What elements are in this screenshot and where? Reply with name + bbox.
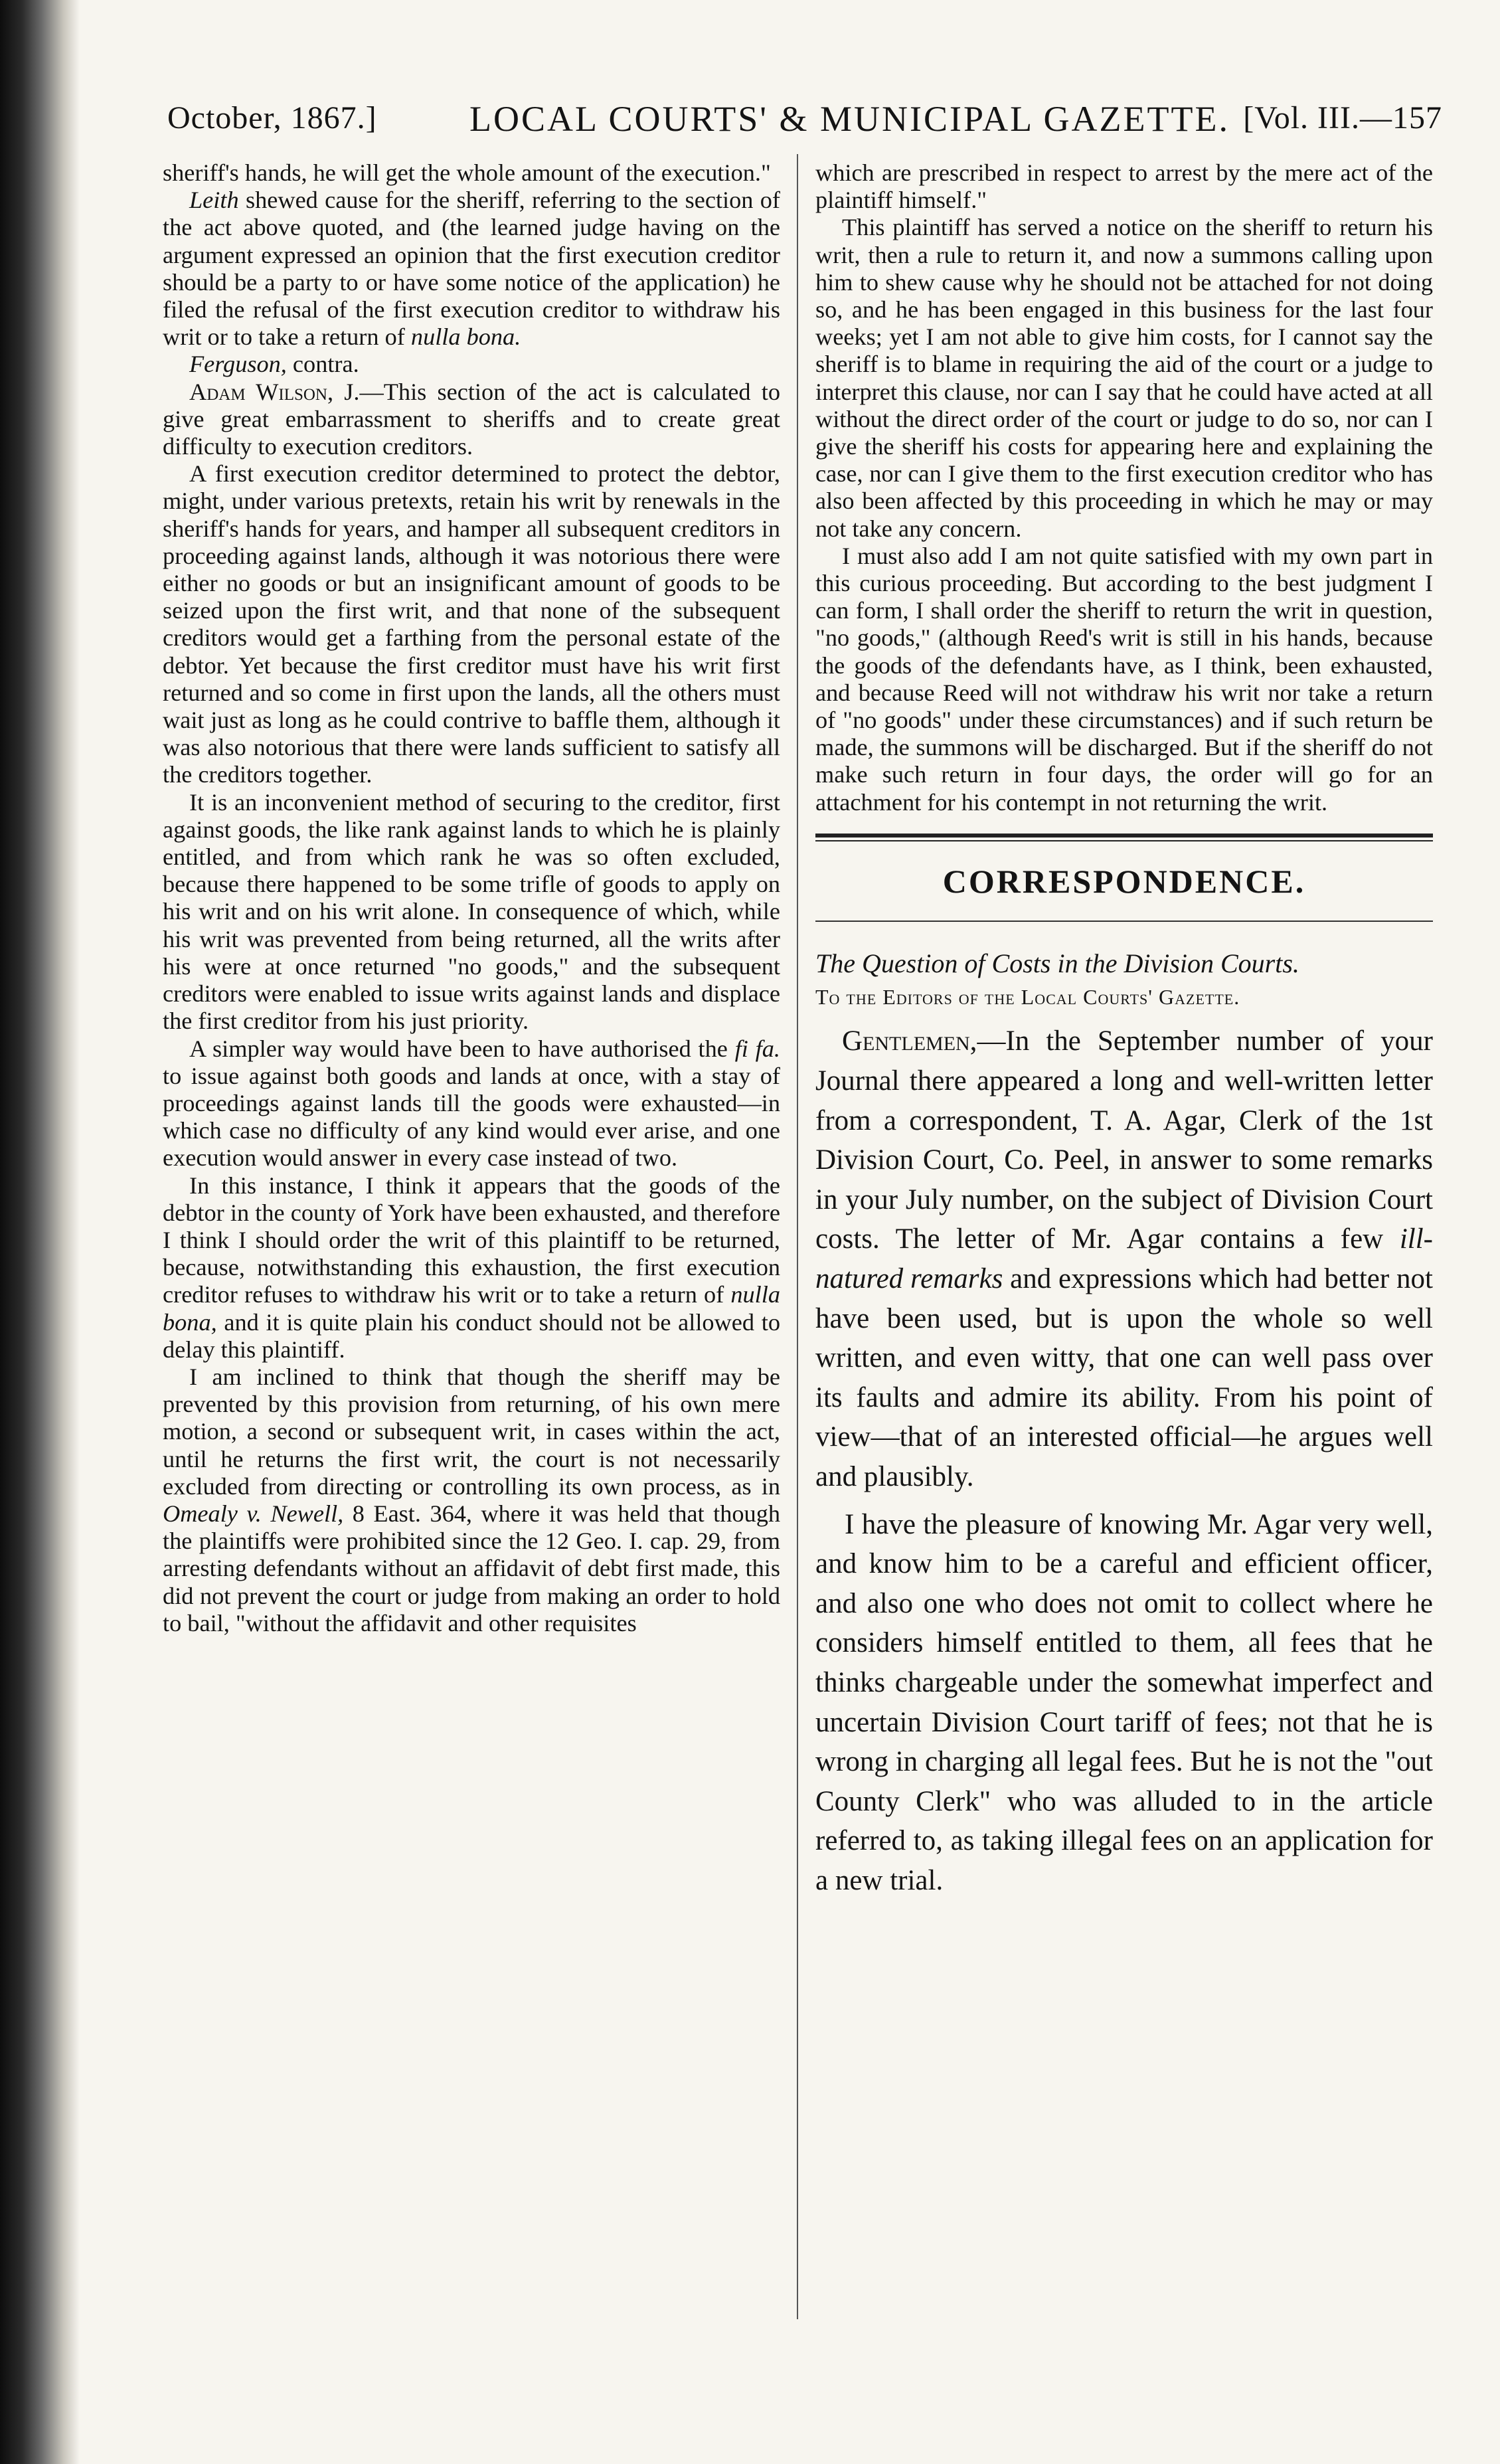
section-divider: [815, 834, 1433, 841]
right-column: [815, 159, 1433, 2325]
column-divider: [797, 154, 798, 2319]
issue-date: October, 1867.]: [167, 100, 377, 135]
paragraph: Gentlemen,—In the September number of your Journal there appeared a long and well-written letter from a correspondent, T. A. Agar, Clerk of the 1st Division Court, Co. Peel, in answer to some remarks in your July number, on the subject of Division Court costs. The letter of Mr. Agar contains a few ill-natured remarks and expressions which had better not have been used, but is upon the whole so well written, and even witty, that one can well pass over its faults and admire its ability. From his point of view—that of an interested official—he argues well and plausibly.: [815, 1025, 1433, 1493]
paragraph: I have the pleasure of knowing Mr. Agar very well, and know him to be a careful and efficient officer, and also one who does not omit to collect where he considers himself entitled to them, all fees that he thinks chargeable under the somewhat imperfect and uncertain Division Court tariff of fees; not that he is wrong in charging all legal fees. But he is not the "out County Clerk" who was alluded to in the article referred to, as taking illegal fees on an application for a new trial.: [815, 1508, 1433, 1896]
paragraph: It is an inconvenient method of securing to the creditor, first against goods, the like rank against lands to which he is plainly entitled, and from which rank he was so often excluded, because there happened to be some trifle of goods to apply on his writ and on his writ alone. In consequence of which, while his writ was prevented from being returned, all the writs after his were at once returned "no goods," and the subsequent creditors were enabled to issue writs against lands and displace the first creditor from his just priority.: [163, 788, 780, 1035]
paragraph: Leith shewed cause for the sheriff, referring to the section of the act above quoted, and (the learned judge having on the argument expressed an opinion that the first execution creditor should be a party to or have some notice of the application) he filed the refusal of the first execution creditor to withdraw his writ or to take a return of nulla bona.: [163, 187, 780, 351]
salutation: Gentlemen,: [842, 1025, 977, 1057]
letter-body: [815, 1021, 1433, 1900]
left-column: [163, 159, 780, 2325]
paragraph: Adam Wilson, J.—This section of the act is calculated to give great embarrassment to sheriffs and to create great difficulty to execution creditors.: [163, 378, 780, 460]
publication-title: LOCAL COURTS' & MUNICIPAL GAZETTE.: [469, 99, 1230, 139]
paragraph: This plaintiff has served a notice on the sheriff to return his writ, then a rule to return it, and now a summons calling upon him to shew cause why he should not be attached for not doing so, and he has been engaged in this business for the last four weeks; yet I am not able to give him costs, for I cannot say the sheriff is to blame in requiring the aid of the court or a judge to interpret this clause, nor can I say that he could have acted at all without the direct order of the court or judge to do so, nor can I give the sheriff his costs for appearing here and explaining the case, nor can I give them to the first execution creditor who has also been affected by this proceeding in which he may or may not take any concern.: [815, 214, 1433, 542]
judge-name: Adam Wilson, J.: [189, 378, 360, 405]
paragraph: I must also add I am not quite satisfied with my own part in this curious proceeding. But according to the best judgment I can form, I shall order the sheriff to return the writ in question, "no goods," (although Reed's writ is still in his hands, because the goods of the defendants have, as I think, been exhausted, and because Reed will not withdraw his writ nor take a return of "no goods" under these circumstances) and if such return be made, the summons will be discharged. But if the sheriff do not make such return in four days, the order will go for an attachment for his contempt in not returning the writ.: [815, 542, 1433, 816]
letter-address: To the Editors of the Local Courts' Gazette.: [815, 985, 1240, 1010]
section-heading: CORRESPONDENCE.: [942, 862, 1306, 900]
paragraph: I am inclined to think that though the sheriff may be prevented by this provision from returning, of his own mere motion, a second or subsequent writ, in cases within the act, until he returns the first writ, the court is not necessarily excluded from directing or controlling its own process, as in Omealy v. Newell, 8 East. 364, where it was held that though the plaintiffs were prohibited since the 12 Geo. I. cap. 29, from arresting defendants without an affidavit of debt first made, this did not prevent the court or judge from making an order to hold to bail, "without the affidavit and other requisites: [163, 1363, 780, 1636]
book-spine-shadow: [0, 0, 80, 2464]
paragraph: A first execution creditor determined to protect the debtor, might, under various pretexts, retain his writ by renewals in the sheriff's hands for years, and hamper all subsequent creditors in proceeding against lands, although it was notorious there were either no goods or but an insignificant amount of goods to be seized upon the first writ, and that none of the subsequent creditors would get a farthing from the personal estate of the debtor. Yet because the first creditor must have his writ first returned and so come in first upon the lands, all the others must wait just as long as he could contrive to baffle them, although it was also notorious that there were lands sufficient to satisfy all the creditors together.: [163, 460, 780, 788]
paragraph: A simpler way would have been to have authorised the fi fa. to issue against both goods and lands at once, with a stay of proceedings against lands till the goods were exhausted—in which case no difficulty of any kind would ever arise, and one execution would answer in every case instead of two.: [163, 1035, 780, 1172]
paragraph: In this instance, I think it appears that the goods of the debtor in the county of York have been exhausted, and therefore I think I should order the writ of this plaintiff to be returned, because, notwithstanding this exhaustion, the first execution creditor refuses to withdraw his writ or to take a return of nulla bona, and it is quite plain his conduct should not be allowed to delay this plaintiff.: [163, 1172, 780, 1363]
paragraph: sheriff's hands, he will get the whole amount of the execution.": [163, 159, 771, 186]
letter-title: The Question of Costs in the Division Courts.: [815, 948, 1299, 979]
heading-rule: [815, 921, 1433, 922]
running-header: [167, 92, 1442, 142]
paragraph: Ferguson, contra.: [189, 351, 359, 378]
volume-page-number: [Vol. III.—157: [1243, 100, 1442, 135]
paragraph: which are prescribed in respect to arrest by the mere act of the plaintiff himself.": [815, 159, 1433, 214]
